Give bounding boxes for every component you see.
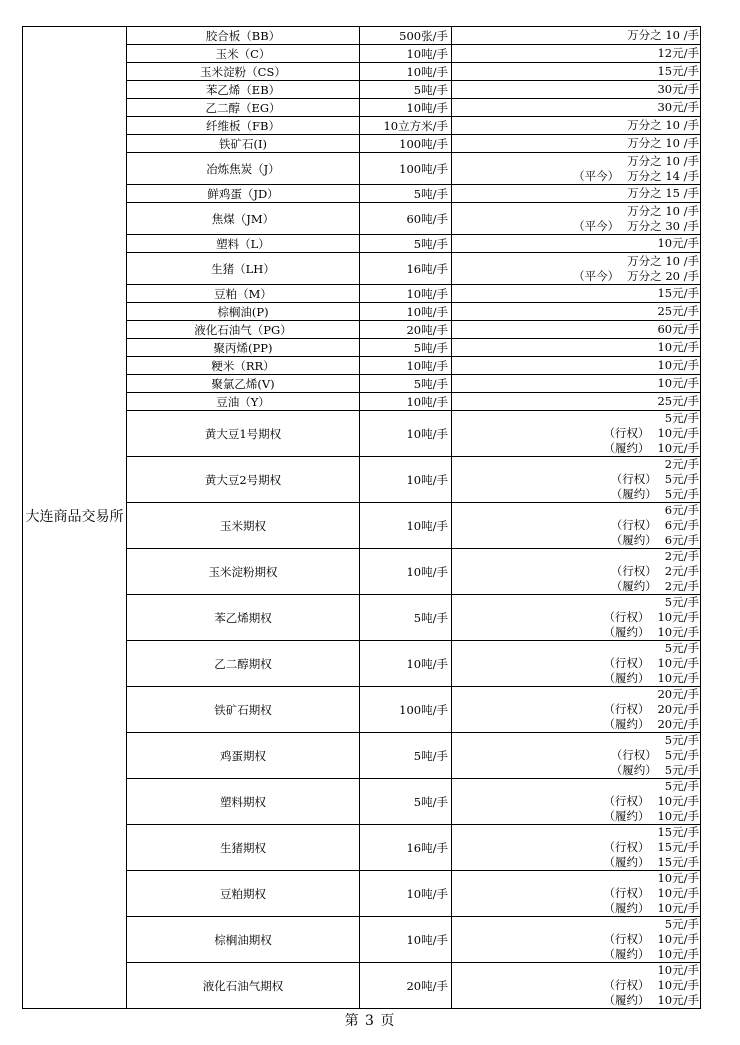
product-name: 鲜鸡蛋（JD） — [127, 185, 360, 203]
fee-line — [452, 340, 699, 355]
product-name: 棕榈油(P) — [127, 303, 360, 321]
fee-qualifier: （平今） — [573, 168, 620, 183]
fee-line — [452, 641, 699, 656]
fee-value: 15元/手 — [657, 855, 699, 869]
fee-qualifier: （履约） — [603, 947, 650, 961]
fee-cell — [452, 27, 701, 45]
fee-value: 10元/手 — [657, 656, 699, 670]
fee-value: 5元/手 — [664, 733, 699, 747]
fee-qualifier: （行权） — [603, 610, 650, 624]
fee-value: 10元/手 — [657, 236, 699, 250]
fee-value: 2元/手 — [664, 549, 699, 563]
fee-value: 万分之 10 /手 — [627, 253, 699, 268]
product-name: 棕榈油期权 — [127, 917, 360, 963]
fee-value: 15元/手 — [657, 64, 699, 78]
contract-unit: 10吨/手 — [360, 45, 452, 63]
fee-qualifier: （履约） — [603, 625, 650, 639]
exchange-name-cell: 大连商品交易所 — [23, 27, 127, 1009]
fee-line — [452, 702, 699, 717]
fee-value: 20元/手 — [657, 687, 699, 701]
contract-unit: 16吨/手 — [360, 253, 452, 285]
product-name: 液化石油气（PG） — [127, 321, 360, 339]
contract-unit: 5吨/手 — [360, 339, 452, 357]
fee-qualifier: （行权） — [603, 426, 650, 440]
fee-cell — [452, 963, 701, 1009]
product-name: 苯乙烯期权 — [127, 595, 360, 641]
fee-value: 25元/手 — [657, 394, 699, 408]
contract-unit: 5吨/手 — [360, 595, 452, 641]
fee-value: 5元/手 — [664, 917, 699, 931]
fee-cell — [452, 917, 701, 963]
fee-value: 20元/手 — [657, 717, 699, 731]
product-name: 纤维板（FB） — [127, 117, 360, 135]
product-name: 乙二醇期权 — [127, 641, 360, 687]
fee-value: 2元/手 — [664, 579, 699, 593]
fee-line — [452, 809, 699, 824]
fee-line — [452, 472, 699, 487]
fee-line — [452, 579, 699, 594]
fee-qualifier: （履约） — [610, 487, 657, 501]
fee-value: 10元/手 — [657, 794, 699, 808]
fee-qualifier: （行权） — [603, 656, 650, 670]
fee-cell — [452, 393, 701, 411]
fee-value: 12元/手 — [657, 46, 699, 60]
fee-cell — [452, 153, 701, 185]
fee-value: 10元/手 — [657, 358, 699, 372]
fee-qualifier: （履约） — [610, 579, 657, 593]
fee-value: 10元/手 — [657, 809, 699, 823]
product-name: 豆粕期权 — [127, 871, 360, 917]
fee-line — [452, 118, 699, 133]
fee-value: 6元/手 — [664, 518, 699, 532]
fee-value: 5元/手 — [664, 748, 699, 762]
fee-line — [452, 595, 699, 610]
fee-line — [452, 518, 699, 533]
fee-qualifier: （行权） — [603, 840, 650, 854]
fee-cell — [452, 641, 701, 687]
fee-value: 万分之 10 /手 — [627, 136, 699, 150]
product-name: 生猪（LH） — [127, 253, 360, 285]
fee-value: 5元/手 — [664, 641, 699, 655]
fee-value: 10元/手 — [657, 871, 699, 885]
contract-unit: 10吨/手 — [360, 63, 452, 81]
fee-table — [22, 26, 701, 1009]
fee-line — [452, 219, 699, 234]
fee-cell — [452, 457, 701, 503]
contract-unit: 100吨/手 — [360, 135, 452, 153]
fee-line — [452, 748, 699, 763]
product-name: 苯乙烯（EB） — [127, 81, 360, 99]
fee-line — [452, 993, 699, 1008]
fee-line — [452, 886, 699, 901]
fee-line — [452, 717, 699, 732]
fee-value: 5元/手 — [664, 487, 699, 501]
product-name: 胶合板（BB） — [127, 27, 360, 45]
fee-value: 20元/手 — [657, 702, 699, 716]
fee-value: 10元/手 — [657, 901, 699, 915]
fee-line — [452, 963, 699, 978]
fee-value: 15元/手 — [657, 286, 699, 300]
product-name: 乙二醇（EG） — [127, 99, 360, 117]
product-name: 粳米（RR） — [127, 357, 360, 375]
contract-unit: 100吨/手 — [360, 687, 452, 733]
fee-line — [452, 236, 699, 251]
fee-value: 10元/手 — [657, 978, 699, 992]
fee-line — [452, 733, 699, 748]
fee-cell — [452, 235, 701, 253]
fee-line — [452, 376, 699, 391]
contract-unit: 10吨/手 — [360, 641, 452, 687]
fee-cell — [452, 549, 701, 595]
fee-cell — [452, 45, 701, 63]
fee-cell — [452, 595, 701, 641]
fee-line — [452, 656, 699, 671]
fee-cell — [452, 825, 701, 871]
fee-cell — [452, 63, 701, 81]
product-name: 鸡蛋期权 — [127, 733, 360, 779]
fee-line — [452, 100, 699, 115]
fee-value: 5元/手 — [664, 763, 699, 777]
fee-line — [452, 204, 699, 219]
fee-value: 10元/手 — [657, 886, 699, 900]
fee-line — [452, 254, 699, 269]
fee-cell — [452, 411, 701, 457]
fee-qualifier: （履约） — [603, 441, 650, 455]
fee-line — [452, 978, 699, 993]
fee-value: 万分之 30 /手 — [627, 218, 699, 233]
fee-value: 万分之 20 /手 — [627, 268, 699, 283]
fee-qualifier: （履约） — [603, 717, 650, 731]
fee-cell — [452, 733, 701, 779]
fee-qualifier: （行权） — [603, 702, 650, 716]
contract-unit: 10吨/手 — [360, 549, 452, 595]
contract-unit: 5吨/手 — [360, 779, 452, 825]
fee-line — [452, 46, 699, 61]
page-number: 第 3 页 — [344, 1013, 396, 1029]
fee-line — [452, 154, 699, 169]
fee-value: 5元/手 — [664, 411, 699, 425]
contract-unit: 10吨/手 — [360, 285, 452, 303]
fee-value: 10元/手 — [657, 963, 699, 977]
fee-qualifier: （履约） — [603, 855, 650, 869]
fee-qualifier: （履约） — [603, 809, 650, 823]
fee-line — [452, 610, 699, 625]
contract-unit: 5吨/手 — [360, 185, 452, 203]
fee-cell — [452, 871, 701, 917]
product-name: 铁矿石(I) — [127, 135, 360, 153]
fee-line — [452, 487, 699, 502]
fee-value: 10元/手 — [657, 426, 699, 440]
fee-qualifier: （平今） — [573, 218, 620, 233]
fee-qualifier: （平今） — [573, 268, 620, 283]
fee-line — [452, 947, 699, 962]
fee-value: 万分之 10 /手 — [627, 203, 699, 218]
fee-cell — [452, 303, 701, 321]
fee-cell — [452, 687, 701, 733]
fee-cell — [452, 503, 701, 549]
fee-value: 60元/手 — [657, 322, 699, 336]
fee-value: 5元/手 — [664, 779, 699, 793]
product-name: 黄大豆2号期权 — [127, 457, 360, 503]
fee-line — [452, 871, 699, 886]
product-name: 聚氯乙烯(V) — [127, 375, 360, 393]
fee-qualifier: （行权） — [603, 886, 650, 900]
fee-cell — [452, 81, 701, 99]
fee-cell — [452, 339, 701, 357]
fee-cell — [452, 357, 701, 375]
fee-line — [452, 322, 699, 337]
contract-unit: 10吨/手 — [360, 917, 452, 963]
fee-value: 万分之 10 /手 — [627, 118, 699, 132]
fee-line — [452, 917, 699, 932]
fee-line — [452, 186, 699, 201]
product-name: 液化石油气期权 — [127, 963, 360, 1009]
contract-unit: 10吨/手 — [360, 871, 452, 917]
fee-line — [452, 901, 699, 916]
contract-unit: 10吨/手 — [360, 393, 452, 411]
fee-qualifier: （行权） — [610, 518, 657, 532]
fee-table-body — [23, 27, 701, 1009]
contract-unit: 10吨/手 — [360, 457, 452, 503]
fee-cell — [452, 321, 701, 339]
contract-unit: 10吨/手 — [360, 99, 452, 117]
contract-unit: 5吨/手 — [360, 235, 452, 253]
product-name: 铁矿石期权 — [127, 687, 360, 733]
product-name: 黄大豆1号期权 — [127, 411, 360, 457]
fee-qualifier: （履约） — [603, 993, 650, 1007]
contract-unit: 10吨/手 — [360, 503, 452, 549]
contract-unit: 5吨/手 — [360, 81, 452, 99]
fee-line — [452, 671, 699, 686]
fee-cell — [452, 253, 701, 285]
fee-line — [452, 763, 699, 778]
fee-value: 5元/手 — [664, 595, 699, 609]
product-name: 玉米淀粉期权 — [127, 549, 360, 595]
fee-value: 2元/手 — [664, 457, 699, 471]
fee-line — [452, 932, 699, 947]
contract-unit: 10立方米/手 — [360, 117, 452, 135]
fee-value: 万分之 10 /手 — [627, 28, 699, 42]
fee-qualifier: （行权） — [610, 564, 657, 578]
fee-line — [452, 269, 699, 284]
fee-line — [452, 82, 699, 97]
fee-value: 10元/手 — [657, 932, 699, 946]
fee-value: 万分之 15 /手 — [627, 186, 699, 200]
contract-unit: 20吨/手 — [360, 321, 452, 339]
fee-cell — [452, 117, 701, 135]
fee-cell — [452, 135, 701, 153]
fee-line — [452, 426, 699, 441]
fee-value: 10元/手 — [657, 671, 699, 685]
fee-value: 30元/手 — [657, 82, 699, 96]
product-name: 玉米淀粉（CS） — [127, 63, 360, 81]
contract-unit: 20吨/手 — [360, 963, 452, 1009]
contract-unit: 500张/手 — [360, 27, 452, 45]
fee-line — [452, 549, 699, 564]
fee-value: 6元/手 — [664, 503, 699, 517]
fee-line — [452, 503, 699, 518]
contract-unit: 5吨/手 — [360, 733, 452, 779]
fee-line — [452, 840, 699, 855]
fee-line — [452, 358, 699, 373]
fee-line — [452, 304, 699, 319]
fee-value: 25元/手 — [657, 304, 699, 318]
fee-cell — [452, 185, 701, 203]
product-name: 焦煤（JM） — [127, 203, 360, 235]
fee-qualifier: （履约） — [603, 901, 650, 915]
fee-cell — [452, 99, 701, 117]
fee-value: 10元/手 — [657, 610, 699, 624]
contract-unit: 60吨/手 — [360, 203, 452, 235]
product-name: 豆油（Y） — [127, 393, 360, 411]
fee-qualifier: （履约） — [610, 763, 657, 777]
fee-line — [452, 457, 699, 472]
fee-line — [452, 286, 699, 301]
fee-line — [452, 825, 699, 840]
fee-cell — [452, 285, 701, 303]
fee-value: 10元/手 — [657, 441, 699, 455]
fee-value: 10元/手 — [657, 376, 699, 390]
fee-qualifier: （行权） — [610, 748, 657, 762]
product-name: 玉米期权 — [127, 503, 360, 549]
fee-line — [452, 64, 699, 79]
fee-line — [452, 855, 699, 870]
fee-value: 10元/手 — [657, 340, 699, 354]
fee-qualifier: （行权） — [603, 932, 650, 946]
fee-qualifier: （行权） — [603, 978, 650, 992]
fee-value: 15元/手 — [657, 825, 699, 839]
fee-cell — [452, 779, 701, 825]
fee-value: 10元/手 — [657, 993, 699, 1007]
contract-unit: 5吨/手 — [360, 375, 452, 393]
fee-line — [452, 564, 699, 579]
fee-line — [452, 794, 699, 809]
contract-unit: 10吨/手 — [360, 357, 452, 375]
product-name: 冶炼焦炭（J） — [127, 153, 360, 185]
product-name: 塑料期权 — [127, 779, 360, 825]
fee-value: 10元/手 — [657, 947, 699, 961]
fee-line — [452, 411, 699, 426]
fee-line — [452, 169, 699, 184]
table-row — [23, 27, 701, 45]
contract-unit: 10吨/手 — [360, 303, 452, 321]
product-name: 豆粕（M） — [127, 285, 360, 303]
product-name: 玉米（C） — [127, 45, 360, 63]
fee-cell — [452, 375, 701, 393]
fee-value: 10元/手 — [657, 625, 699, 639]
fee-value: 30元/手 — [657, 100, 699, 114]
fee-line — [452, 625, 699, 640]
product-name: 塑料（L） — [127, 235, 360, 253]
fee-line — [452, 533, 699, 548]
fee-value: 6元/手 — [664, 533, 699, 547]
fee-line — [452, 687, 699, 702]
contract-unit: 10吨/手 — [360, 411, 452, 457]
fee-value: 5元/手 — [664, 472, 699, 486]
fee-line — [452, 136, 699, 151]
fee-line — [452, 28, 699, 43]
fee-cell — [452, 203, 701, 235]
product-name: 生猪期权 — [127, 825, 360, 871]
fee-value: 万分之 14 /手 — [627, 168, 699, 183]
fee-line — [452, 779, 699, 794]
fee-qualifier: （行权） — [603, 794, 650, 808]
fee-line — [452, 394, 699, 409]
product-name: 聚丙烯(PP) — [127, 339, 360, 357]
fee-value: 2元/手 — [664, 564, 699, 578]
fee-line — [452, 441, 699, 456]
fee-qualifier: （履约） — [603, 671, 650, 685]
fee-value: 万分之 10 /手 — [627, 153, 699, 168]
contract-unit: 16吨/手 — [360, 825, 452, 871]
fee-qualifier: （行权） — [610, 472, 657, 486]
fee-value: 15元/手 — [657, 840, 699, 854]
contract-unit: 100吨/手 — [360, 153, 452, 185]
fee-qualifier: （履约） — [610, 533, 657, 547]
